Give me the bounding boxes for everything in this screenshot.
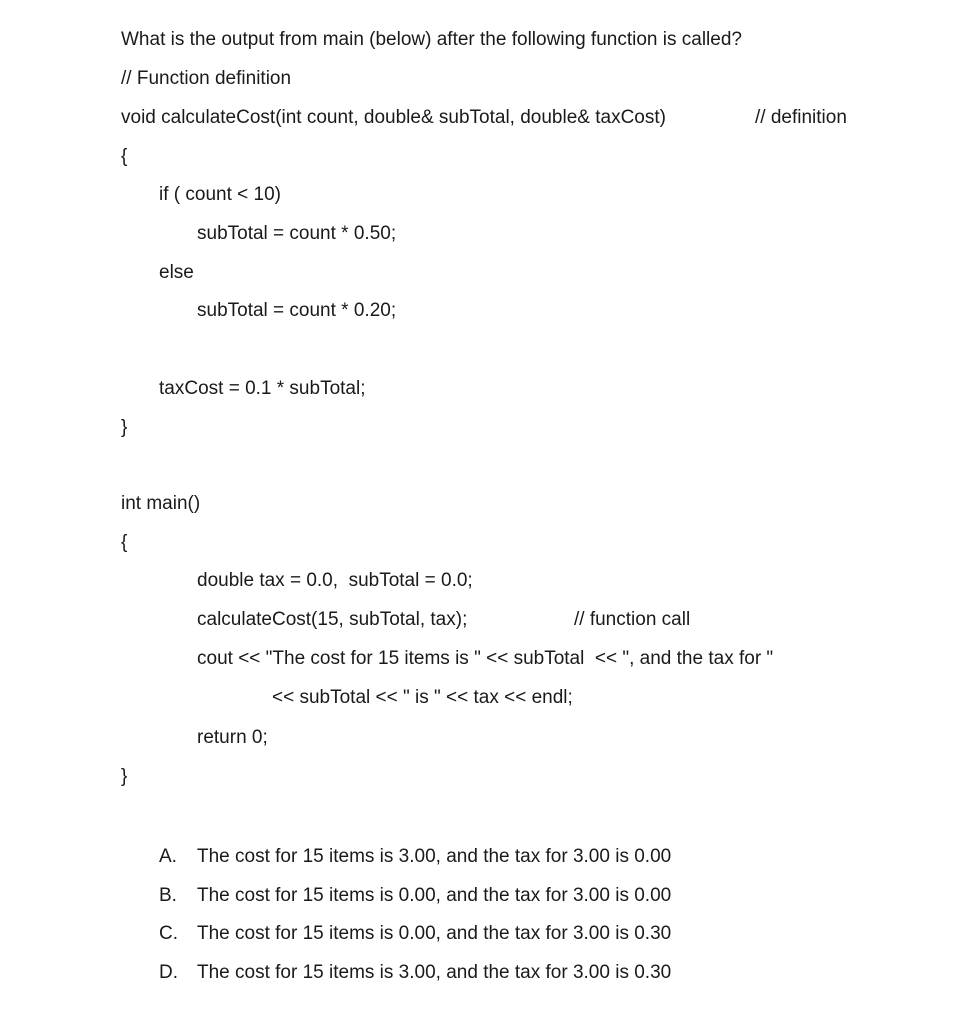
assignment-else: subTotal = count * 0.20;	[197, 300, 397, 321]
code-comment: // Function definition	[121, 68, 292, 89]
option-text: The cost for 15 items is 0.00, and the tax for 3.00 is 0.30	[197, 923, 672, 944]
close-brace-function: }	[121, 417, 128, 438]
cout-continuation: << subTotal << " is " << tax << endl;	[272, 687, 573, 708]
if-statement: if ( count < 10)	[159, 184, 281, 205]
return-statement: return 0;	[197, 727, 268, 748]
function-signature: void calculateCost(int count, double& subTotal, double& taxCost)	[121, 107, 666, 128]
option-letter: B.	[159, 885, 177, 906]
option-text: The cost for 15 items is 3.00, and the tax for 3.00 is 0.30	[197, 962, 672, 983]
option-letter: A.	[159, 846, 177, 867]
tax-assignment: taxCost = 0.1 * subTotal;	[159, 378, 366, 399]
open-brace-main: {	[121, 532, 128, 553]
cout-statement: cout << "The cost for 15 items is " << subTotal << ", and the tax for "	[197, 648, 774, 669]
close-brace-main: }	[121, 766, 128, 787]
signature-comment: // definition	[755, 107, 847, 128]
main-declaration: int main()	[121, 493, 201, 514]
option-text: The cost for 15 items is 0.00, and the tax for 3.00 is 0.00	[197, 885, 672, 906]
option-letter: C.	[159, 923, 178, 944]
option-text: The cost for 15 items is 3.00, and the tax for 3.00 is 0.00	[197, 846, 672, 867]
assignment-if: subTotal = count * 0.50;	[197, 223, 397, 244]
variable-declaration: double tax = 0.0, subTotal = 0.0;	[197, 570, 473, 591]
open-brace-function: {	[121, 146, 128, 167]
function-call: calculateCost(15, subTotal, tax);	[197, 609, 468, 630]
option-letter: D.	[159, 962, 178, 983]
question-prompt: What is the output from main (below) after the following function is called?	[121, 29, 742, 50]
else-statement: else	[159, 262, 194, 283]
function-call-comment: // function call	[574, 609, 691, 630]
